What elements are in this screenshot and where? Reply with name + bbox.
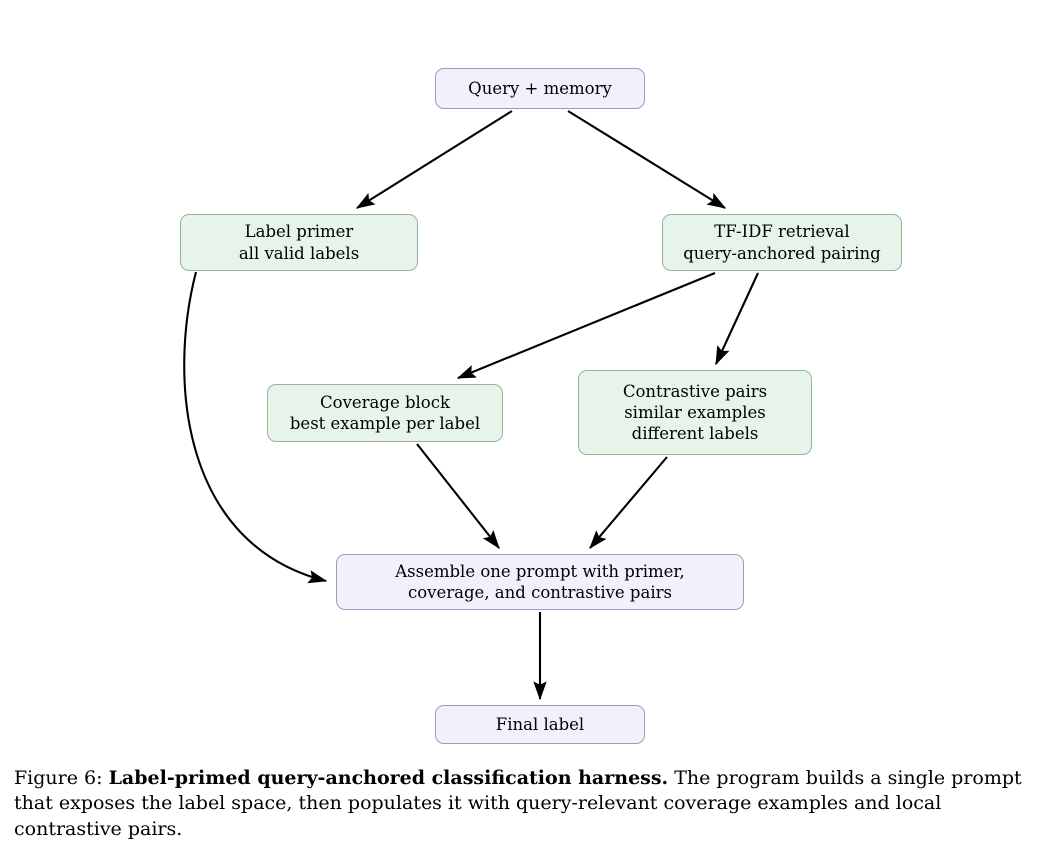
node-assemble-prompt-line-2: coverage, and contrastive pairs	[408, 583, 672, 602]
node-tfidf-retrieval[interactable]	[662, 214, 902, 271]
node-contrastive-pairs-line-3: different labels	[631, 424, 759, 444]
caption-title: Label-primed query-anchored classification harness.	[108, 767, 669, 789]
node-coverage-block-line-1: Coverage block	[320, 392, 450, 412]
node-coverage-block-line-2: best example per label	[289, 414, 481, 433]
caption-label: Figure 6:	[14, 767, 103, 789]
edge-coverage-to-assemble	[417, 444, 499, 548]
node-assemble-prompt-line-1: Assemble one prompt with primer,	[395, 561, 685, 581]
node-query-memory-line-1: Query + memory	[468, 78, 612, 98]
node-label-primer[interactable]	[180, 214, 418, 271]
node-contrastive-pairs-line-2: similar examples	[624, 402, 766, 422]
edge-query-to-label-primer	[357, 111, 512, 208]
edge-contrastive-to-assemble	[590, 457, 667, 548]
node-label-primer-line-1: Label primer	[244, 222, 354, 242]
node-coverage-block[interactable]	[267, 384, 503, 442]
edge-tfidf-to-coverage	[458, 273, 715, 378]
node-contrastive-pairs-line-1: Contrastive pairs	[622, 381, 768, 401]
node-tfidf-retrieval-line-1: TF-IDF retrieval	[714, 222, 850, 242]
edge-tfidf-to-contrastive	[716, 273, 758, 364]
node-assemble-prompt[interactable]	[336, 554, 744, 610]
node-query-memory[interactable]	[435, 68, 645, 109]
node-contrastive-pairs[interactable]	[578, 370, 812, 455]
node-final-label-line-1: Final label	[495, 714, 585, 734]
node-tfidf-retrieval-line-2: query-anchored pairing	[683, 243, 881, 263]
figure-caption	[14, 766, 1030, 842]
node-final-label[interactable]	[435, 705, 645, 744]
caption-body: The program builds a single prompt that exposes the label space, then populates it with query-relevant coverage examples and local contrastive pairs.	[14, 767, 1022, 840]
node-label-primer-line-2: all valid labels	[238, 243, 360, 263]
edge-query-to-tfidf	[568, 111, 725, 208]
